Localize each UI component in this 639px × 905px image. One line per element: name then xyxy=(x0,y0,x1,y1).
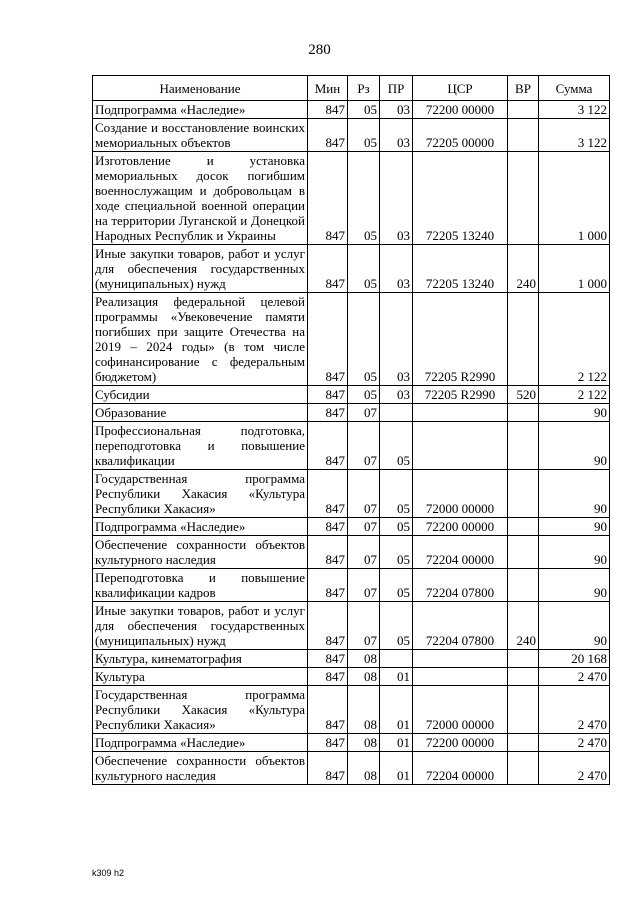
cell-vr: 240 xyxy=(508,602,539,650)
header-sum: Сумма xyxy=(539,76,610,101)
cell-name: Государственная программа Республики Хакасия «Культура Республики Хакасия» xyxy=(93,470,308,518)
cell-min: 847 xyxy=(308,470,348,518)
cell-vr xyxy=(508,404,539,422)
cell-sum: 2 470 xyxy=(539,668,610,686)
cell-name: Профессиональная подготовка, переподготовка и повышение квалификации xyxy=(93,422,308,470)
header-min: Мин xyxy=(308,76,348,101)
cell-csr xyxy=(413,668,508,686)
cell-name: Переподготовка и повышение квалификации кадров xyxy=(93,569,308,602)
cell-rz: 05 xyxy=(348,386,380,404)
cell-pr: 05 xyxy=(380,569,413,602)
cell-csr: 72205 13240 xyxy=(413,152,508,245)
cell-vr xyxy=(508,119,539,152)
cell-sum: 2 470 xyxy=(539,734,610,752)
cell-sum: 90 xyxy=(539,404,610,422)
cell-vr xyxy=(508,293,539,386)
cell-name: Реализация федеральной целевой программы «Увековечение памяти погибших при защите Отечества на 2019 – 2024 годы» (в том числе софинансирование с федеральным бюджетом) xyxy=(93,293,308,386)
table-row xyxy=(93,686,610,734)
cell-name: Культура, кинематография xyxy=(93,650,308,668)
cell-name: Иные закупки товаров, работ и услуг для обеспечения государственных (муниципальных) нужд xyxy=(93,602,308,650)
cell-name: Образование xyxy=(93,404,308,422)
cell-rz: 07 xyxy=(348,470,380,518)
cell-min: 847 xyxy=(308,602,348,650)
cell-vr xyxy=(508,422,539,470)
footer-code: k309 h2 xyxy=(92,868,125,878)
cell-name: Изготовление и установка мемориальных досок погибшим военнослужащим и добровольцам в ходе специальной военной операции на территории Луганской и Донецкой Народных Республик и Украины xyxy=(93,152,308,245)
cell-sum: 90 xyxy=(539,602,610,650)
table-row xyxy=(93,404,610,422)
cell-pr xyxy=(380,404,413,422)
header-vr: ВР xyxy=(508,76,539,101)
cell-csr: 72204 07800 xyxy=(413,602,508,650)
table-row xyxy=(93,536,610,569)
cell-pr: 03 xyxy=(380,245,413,293)
cell-rz: 07 xyxy=(348,569,380,602)
cell-csr xyxy=(413,422,508,470)
cell-csr: 72205 13240 xyxy=(413,245,508,293)
cell-min: 847 xyxy=(308,101,348,119)
cell-csr: 72000 00000 xyxy=(413,470,508,518)
cell-rz: 07 xyxy=(348,422,380,470)
table-row xyxy=(93,386,610,404)
cell-pr: 05 xyxy=(380,422,413,470)
cell-name: Создание и восстановление воинских мемориальных объектов xyxy=(93,119,308,152)
cell-pr: 05 xyxy=(380,518,413,536)
cell-pr: 03 xyxy=(380,119,413,152)
cell-sum: 90 xyxy=(539,569,610,602)
header-rz: Рз xyxy=(348,76,380,101)
cell-vr: 520 xyxy=(508,386,539,404)
cell-vr xyxy=(508,536,539,569)
cell-rz: 08 xyxy=(348,650,380,668)
cell-csr: 72200 00000 xyxy=(413,101,508,119)
table-row xyxy=(93,752,610,785)
cell-csr xyxy=(413,650,508,668)
cell-sum: 2 470 xyxy=(539,752,610,785)
cell-pr: 05 xyxy=(380,602,413,650)
cell-vr xyxy=(508,650,539,668)
cell-name: Субсидии xyxy=(93,386,308,404)
header-pr: ПР xyxy=(380,76,413,101)
cell-min: 847 xyxy=(308,422,348,470)
cell-name: Культура xyxy=(93,668,308,686)
cell-pr: 03 xyxy=(380,101,413,119)
cell-min: 847 xyxy=(308,152,348,245)
cell-min: 847 xyxy=(308,569,348,602)
cell-pr: 01 xyxy=(380,686,413,734)
cell-csr: 72204 00000 xyxy=(413,536,508,569)
cell-sum: 90 xyxy=(539,518,610,536)
cell-rz: 08 xyxy=(348,752,380,785)
cell-sum: 2 122 xyxy=(539,293,610,386)
cell-rz: 07 xyxy=(348,404,380,422)
cell-sum: 2 122 xyxy=(539,386,610,404)
header-name: Наименование xyxy=(93,76,308,101)
cell-vr xyxy=(508,470,539,518)
cell-sum: 1 000 xyxy=(539,245,610,293)
cell-name: Подпрограмма «Наследие» xyxy=(93,101,308,119)
cell-min: 847 xyxy=(308,668,348,686)
cell-rz: 05 xyxy=(348,101,380,119)
cell-pr: 03 xyxy=(380,293,413,386)
cell-rz: 07 xyxy=(348,518,380,536)
table-row xyxy=(93,101,610,119)
cell-csr: 72200 00000 xyxy=(413,734,508,752)
cell-name: Обеспечение сохранности объектов культурного наследия xyxy=(93,536,308,569)
table-row xyxy=(93,245,610,293)
cell-csr xyxy=(413,404,508,422)
cell-sum: 2 470 xyxy=(539,686,610,734)
table-row xyxy=(93,518,610,536)
table-row xyxy=(93,293,610,386)
cell-vr xyxy=(508,569,539,602)
cell-pr xyxy=(380,650,413,668)
table-row xyxy=(93,668,610,686)
cell-min: 847 xyxy=(308,752,348,785)
cell-csr: 72200 00000 xyxy=(413,518,508,536)
table-row xyxy=(93,470,610,518)
cell-pr: 01 xyxy=(380,668,413,686)
cell-rz: 05 xyxy=(348,245,380,293)
header-csr: ЦСР xyxy=(413,76,508,101)
table-row xyxy=(93,422,610,470)
cell-pr: 05 xyxy=(380,536,413,569)
cell-csr: 72205 R2990 xyxy=(413,293,508,386)
cell-csr: 72204 00000 xyxy=(413,752,508,785)
cell-vr xyxy=(508,518,539,536)
table-row xyxy=(93,152,610,245)
cell-vr xyxy=(508,668,539,686)
cell-pr: 03 xyxy=(380,386,413,404)
cell-min: 847 xyxy=(308,404,348,422)
cell-min: 847 xyxy=(308,518,348,536)
cell-vr xyxy=(508,686,539,734)
cell-vr xyxy=(508,101,539,119)
table-row xyxy=(93,119,610,152)
cell-rz: 07 xyxy=(348,602,380,650)
cell-name: Иные закупки товаров, работ и услуг для обеспечения государственных (муниципальных) нужд xyxy=(93,245,308,293)
cell-rz: 05 xyxy=(348,119,380,152)
cell-sum: 3 122 xyxy=(539,101,610,119)
cell-min: 847 xyxy=(308,686,348,734)
cell-rz: 07 xyxy=(348,536,380,569)
cell-min: 847 xyxy=(308,536,348,569)
cell-rz: 05 xyxy=(348,293,380,386)
cell-rz: 08 xyxy=(348,734,380,752)
cell-min: 847 xyxy=(308,245,348,293)
cell-min: 847 xyxy=(308,293,348,386)
cell-min: 847 xyxy=(308,734,348,752)
table-row xyxy=(93,734,610,752)
cell-pr: 05 xyxy=(380,470,413,518)
cell-csr: 72205 00000 xyxy=(413,119,508,152)
header-row xyxy=(93,76,610,101)
cell-min: 847 xyxy=(308,650,348,668)
cell-csr: 72000 00000 xyxy=(413,686,508,734)
cell-sum: 1 000 xyxy=(539,152,610,245)
cell-name: Государственная программа Республики Хакасия «Культура Республики Хакасия» xyxy=(93,686,308,734)
cell-vr xyxy=(508,152,539,245)
cell-rz: 05 xyxy=(348,152,380,245)
cell-csr: 72204 07800 xyxy=(413,569,508,602)
cell-vr xyxy=(508,752,539,785)
table-row xyxy=(93,602,610,650)
cell-pr: 01 xyxy=(380,734,413,752)
cell-pr: 03 xyxy=(380,152,413,245)
cell-sum: 3 122 xyxy=(539,119,610,152)
cell-sum: 90 xyxy=(539,422,610,470)
cell-csr: 72205 R2990 xyxy=(413,386,508,404)
cell-pr: 01 xyxy=(380,752,413,785)
cell-min: 847 xyxy=(308,119,348,152)
cell-name: Обеспечение сохранности объектов культурного наследия xyxy=(93,752,308,785)
budget-table xyxy=(92,75,610,785)
cell-rz: 08 xyxy=(348,668,380,686)
cell-name: Подпрограмма «Наследие» xyxy=(93,734,308,752)
table-row xyxy=(93,650,610,668)
table-body xyxy=(93,101,610,785)
cell-sum: 90 xyxy=(539,470,610,518)
cell-rz: 08 xyxy=(348,686,380,734)
cell-vr: 240 xyxy=(508,245,539,293)
cell-sum: 20 168 xyxy=(539,650,610,668)
cell-sum: 90 xyxy=(539,536,610,569)
table-row xyxy=(93,569,610,602)
cell-name: Подпрограмма «Наследие» xyxy=(93,518,308,536)
page-number: 280 xyxy=(308,42,331,58)
cell-min: 847 xyxy=(308,386,348,404)
cell-vr xyxy=(508,734,539,752)
